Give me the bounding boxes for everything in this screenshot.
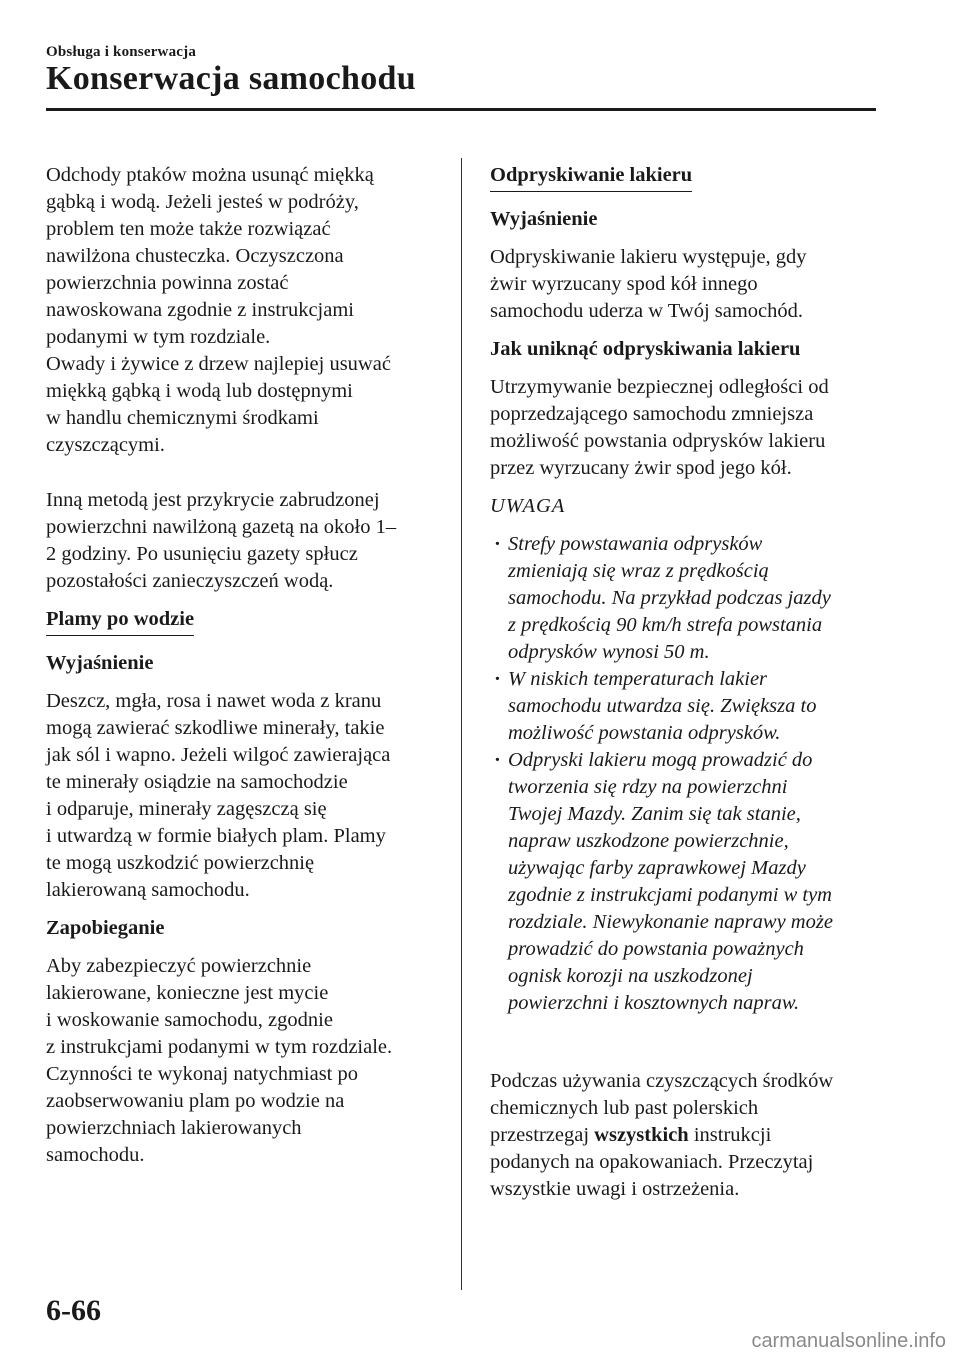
- note-item: [490, 531, 875, 666]
- bullet-dot: ·: [494, 749, 501, 771]
- paint-chipping-heading: Odpryskiwanie lakieru: [490, 162, 692, 192]
- cleaning-line: instrukcji: [688, 1124, 772, 1146]
- prevention-paragraph: Aby zabezpieczyć powierzchnie lakierowane, konieczne jest mycie i woskowanie samochodu, zgodnie z instrukcjami podanymi w tym rozdziale. Czynności te wykonaj natychmiast po zaobserwowaniu plam po wodzie na powierzchniach lakierowanych samochodu.: [46, 955, 393, 1166]
- left-column: [46, 162, 446, 1169]
- bird-droppings-paragraph: Odchody ptaków można usunąć miękką gąbką i wodą. Jeżeli jesteś w podróży, problem ten może także rozwiązać nawilżona chusteczka. Oczyszczona powierzchnia powinna zostać nawoskowana zgodnie z instrukcjami podanymi w tym rozdziale. Owady i żywice z drzew najlepiej usuwać miękką gąbką i wodą lub dostępnymi w handlu chemicznymi środkami czyszczącymi.: [46, 164, 391, 456]
- chapter-title: Konserwacja samochodu: [46, 60, 416, 97]
- emphasis-all: wszystkich: [594, 1124, 689, 1146]
- cleaning-instructions-paragraph: [490, 1068, 875, 1203]
- newspaper-method-paragraph: Inną metodą jest przykrycie zabrudzonej powierzchni nawilżoną gazetą na około 1– 2 godziny. Po usunięciu gazety spłucz pozostałości zanieczyszczeń wodą.: [46, 489, 397, 592]
- header-rule: [46, 108, 876, 111]
- cleaning-line: Podczas używania czyszczących środków: [490, 1070, 834, 1092]
- water-spots-explanation-label: Wyjaśnienie: [46, 652, 154, 674]
- page-number: 6-66: [46, 1294, 101, 1327]
- bullet-dot: ·: [494, 668, 501, 690]
- column-divider: [461, 158, 462, 1290]
- paint-chipping-explanation-paragraph: Odpryskiwanie lakieru występuje, gdy żwir wyrzucany spod kół innego samochodu uderza w Twój samochód.: [490, 246, 807, 322]
- cleaning-line: chemicznych lub past polerskich: [490, 1097, 759, 1119]
- cleaning-line: przestrzegaj: [490, 1124, 595, 1146]
- note-text: Strefy powstawania odprysków zmieniają się wraz z prędkością samochodu. Na przykład podczas jazdy z prędkością 90 km/h strefa powstania odprysków wynosi 50 m.: [508, 533, 831, 663]
- note-text: Odpryski lakieru mogą prowadzić do tworzenia się rdzy na powierzchni Twojej Mazdy. Zanim się tak stanie, napraw uszkodzone powierzchnie, używając farby zaprawkowej Mazdy zgodnie z instrukcjami podanymi w tym rozdziale. Niewykonanie naprawy może prowadzić do powstania poważnych ognisk korozji na uszkodzonej powierzchni i kosztownych napraw.: [508, 749, 833, 1014]
- watermark: carmanualsonline.info: [751, 1330, 946, 1352]
- water-spots-heading: Plamy po wodzie: [46, 606, 194, 636]
- note-item: [490, 747, 875, 1017]
- paint-chipping-explanation-label: Wyjaśnienie: [490, 208, 598, 230]
- avoid-chipping-label: Jak uniknąć odpryskiwania lakieru: [490, 338, 801, 360]
- note-item: [490, 666, 875, 747]
- avoid-chipping-paragraph: Utrzymywanie bezpiecznej odległości od poprzedzającego samochodu zmniejsza możliwość powstania odprysków lakieru przez wyrzucany żwir spod jego kół.: [490, 376, 829, 479]
- bullet-dot: ·: [494, 533, 501, 555]
- section-label: Obsługa i konserwacja: [46, 44, 197, 60]
- prevention-label: Zapobieganie: [46, 917, 165, 939]
- water-spots-explanation-paragraph: Deszcz, mgła, rosa i nawet woda z kranu mogą zawierać szkodliwe minerały, takie jak sól i wapno. Jeżeli wilgoć zawierająca te minerały osiądzie na samochodzie i odparuje, minerały zagęszczą się i utwardzą w formie białych plam. Plamy te mogą uszkodzić powierzchnię lakierowaną samochodu.: [46, 690, 391, 901]
- note-text: W niskich temperaturach lakier samochodu utwardza się. Zwiększa to możliwość powstania odprysków.: [508, 668, 817, 744]
- cleaning-line: wszystkie uwagi i ostrzeżenia.: [490, 1178, 740, 1200]
- note-label: UWAGA: [490, 495, 566, 517]
- right-column: [490, 162, 875, 1203]
- note-list: [490, 531, 875, 1017]
- cleaning-line: podanych na opakowaniach. Przeczytaj: [490, 1151, 814, 1173]
